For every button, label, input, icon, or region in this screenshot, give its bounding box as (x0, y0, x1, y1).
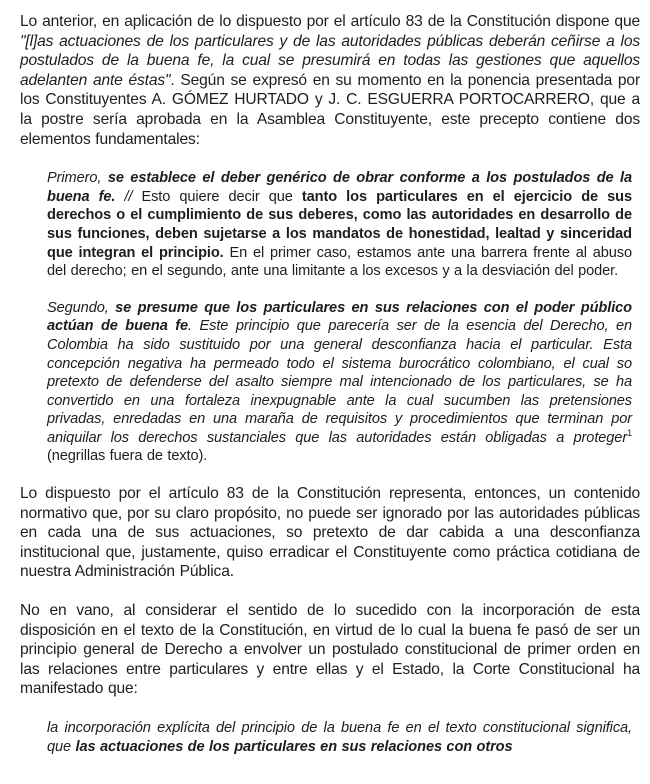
quote-bold-italic: se establece el deber genérico de obrar conforme a los postulados de la buena fe. (47, 170, 633, 205)
quote-lead: Primero, (47, 170, 108, 187)
quote-bold-italic: se presume que los particulares en sus relaciones con el poder público actúan de buena fe (47, 299, 632, 335)
paragraph-corte-constitucional: No en vano, al considerar el sentido de lo sucedido con la incorporación de esta disposición en el texto de la Constitución, en virtud de lo cual la buena fe pasó de ser un principio general de Derecho a envolver un postulado constitucional de primer orden en las relaciones entre particulares y entre ellas y el Estado, la Corte Constitucional ha manifestado que: (20, 602, 640, 698)
block-quote-corte (47, 719, 632, 756)
block-quote-segundo (47, 299, 632, 466)
paragraph-article-83 (20, 12, 640, 149)
quote-bold-italic: las actuaciones de los particulares en sus relaciones con otros (75, 738, 513, 755)
quote-plain: Esto quiere decir que (141, 188, 302, 205)
paragraph-intro: Lo anterior, en aplicación de lo dispuesto por el artículo 83 de la Constitución dispone que (20, 13, 640, 30)
paragraph-rest: . Según se expresó en su momento en la ponencia presentada por los Constituyentes A. GÓMEZ HURTADO y J. C. ESGUERRA PORTOCARRERO, que a la postre sería aprobada en la Asamblea Constituyente, este precepto contiene dos elementos fundamentales: (20, 71, 640, 148)
quote-bold: tanto los particulares en el ejercicio de sus derechos o el cumplimiento de sus deberes, como las autoridades en desarrollo de sus funciones, deben sujetarse a los mandatos de honestidad, lealtad y sinceridad que integran el principio. (47, 188, 632, 261)
quote-separator: // (115, 188, 142, 205)
quote-italic-rest: . Este principio que parecería ser de la esencia del Derecho, en Colombia ha sido sustituido por una general desconfianza hacia el particular. Esta concepción negativa ha permeado todo el sistema burocrático colombiano, el cual so pretexto de defenderse del asalto siempre mal intencionado de los particulares, se ha convertido en una fortaleza inexpugnable ante la cual sucumben las pretensiones privadas, enredadas en una maraña de requisitos y procedimientos que terminan por aniquilar los derechos sustanciales que las autoridades están obligadas a proteger (47, 318, 632, 446)
quote-italic: la incorporación explícita del principio de la buena fe en el texto constitucional significa, que (47, 720, 632, 755)
document-page (20, 12, 640, 774)
quote-lead: Segundo, (47, 299, 116, 316)
constitution-quote: "[l]as actuaciones de los particulares y de las autoridades públicas deberán ceñirse a los postulados de la buena fe, la cual se presumirá en todas las gestiones que aquellos adelanten ante éstas" (20, 32, 640, 89)
block-quote-primero (47, 169, 632, 281)
quote-plain-end: En el primer caso, estamos ante una barrera frente al abuso del derecho; en el segundo, ante una limitante a los excesos y a la desviación del poder. (47, 244, 632, 280)
quote-note: (negrillas fuera de texto). (47, 448, 208, 465)
footnote-reference[interactable]: 1 (627, 428, 632, 439)
paragraph-normative-content: Lo dispuesto por el artículo 83 de la Constitución representa, entonces, un contenido normativo que, por su claro propósito, no puede ser ignorado por las autoridades públicas en cada una de sus actuaciones, so pretexto de dar cabida a una desconfianza institucional que, justamente, quiso erradicar el Constituyente como práctica cotidiana de nuestra Administración Pública. (20, 485, 640, 581)
